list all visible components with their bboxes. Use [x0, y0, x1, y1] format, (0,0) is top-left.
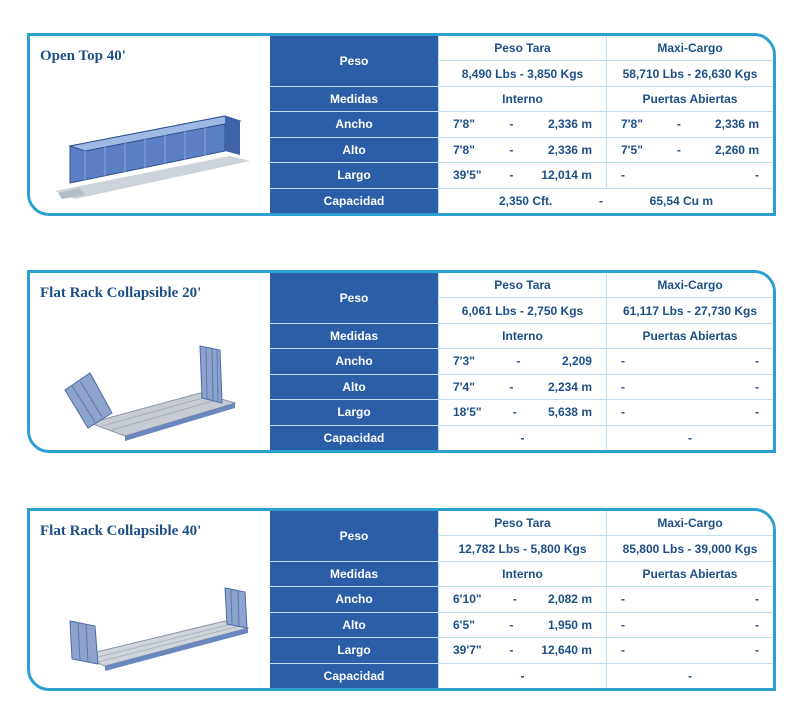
- puertas-abiertas-header: Puertas Abiertas: [607, 324, 773, 348]
- ancho-label: Ancho: [270, 349, 438, 373]
- alto-label: Alto: [270, 613, 438, 637]
- peso-tara-header: Peso Tara: [439, 36, 606, 60]
- capacidad-value: 2,350 Cft. - 65,54 Cu m: [439, 189, 773, 213]
- largo-puertas: [607, 638, 773, 662]
- largo-interno-metric: 5,638 m: [547, 405, 592, 420]
- ancho-interno-imperial: 6'10": [453, 592, 482, 607]
- maxi-cargo-value: 61,117 Lbs - 27,730 Kgs: [607, 298, 773, 322]
- card-left-panel: [30, 511, 270, 688]
- alto-label: Alto: [270, 375, 438, 399]
- ancho-label: Ancho: [270, 587, 438, 611]
- container-card-flat-rack-20: [27, 270, 776, 453]
- alto-label: Alto: [270, 138, 438, 162]
- peso-tara-header: Peso Tara: [439, 511, 606, 535]
- capacidad-label: Capacidad: [270, 664, 438, 688]
- ancho-puertas-imperial: -: [621, 592, 625, 607]
- alto-interno-imperial: 7'4": [453, 379, 475, 394]
- ancho-interno: [439, 112, 606, 136]
- flat-rack-20-container-icon: [50, 328, 255, 443]
- alto-puertas-imperial: 7'5": [621, 142, 643, 157]
- flat-rack-40-container-icon: [50, 566, 255, 681]
- ancho-label: Ancho: [270, 112, 438, 136]
- puertas-abiertas-header: Puertas Abiertas: [607, 87, 773, 111]
- interno-header: Interno: [439, 562, 606, 586]
- ancho-puertas: [607, 587, 773, 611]
- capacidad-label: Capacidad: [270, 426, 438, 450]
- alto-interno: [439, 375, 606, 399]
- separator: -: [509, 379, 514, 394]
- peso-label: Peso: [270, 273, 438, 323]
- largo-interno-imperial: 39'7": [453, 643, 482, 658]
- card-left-panel: [30, 273, 270, 450]
- alto-interno-metric: 2,336 m: [547, 142, 592, 157]
- alto-puertas: [607, 613, 773, 637]
- card-title: Flat Rack Collapsible 40': [40, 523, 202, 539]
- maxi-cargo-value: 58,710 Lbs - 26,630 Kgs: [607, 61, 773, 85]
- alto-interno: [439, 613, 606, 637]
- ancho-interno-metric: 2,082 m: [547, 592, 592, 607]
- ancho-puertas: [607, 349, 773, 373]
- ancho-interno: [439, 349, 606, 373]
- largo-puertas: [607, 400, 773, 424]
- maxi-cargo-header: Maxi-Cargo: [607, 273, 773, 297]
- capacidad-label: Capacidad: [270, 189, 438, 213]
- container-card-open-top-40: [27, 33, 776, 216]
- open-top-container-icon: [50, 91, 255, 206]
- ancho-interno-imperial: 7'8": [453, 117, 475, 132]
- alto-puertas: [607, 375, 773, 399]
- largo-puertas-imperial: -: [621, 405, 625, 420]
- largo-interno: [439, 400, 606, 424]
- ancho-interno-metric: 2,336 m: [547, 117, 592, 132]
- alto-puertas-metric: 2,260 m: [714, 142, 759, 157]
- alto-interno-imperial: 7'8": [453, 142, 475, 157]
- alto-puertas-metric: -: [755, 379, 759, 394]
- spec-table: [270, 511, 773, 688]
- largo-interno-imperial: 18'5": [453, 405, 482, 420]
- maxi-cargo-header: Maxi-Cargo: [607, 36, 773, 60]
- peso-label: Peso: [270, 36, 438, 86]
- ancho-interno-metric: 2,209: [561, 354, 592, 369]
- separator: -: [676, 142, 681, 157]
- separator: -: [516, 354, 521, 369]
- medidas-label: Medidas: [270, 87, 438, 111]
- alto-puertas-imperial: -: [621, 379, 625, 394]
- container-card-flat-rack-40: [27, 508, 776, 691]
- peso-label: Peso: [270, 511, 438, 561]
- interno-header: Interno: [439, 324, 606, 348]
- ancho-puertas: [607, 112, 773, 136]
- largo-puertas-imperial: -: [621, 643, 625, 658]
- separator: -: [509, 643, 514, 658]
- largo-interno: [439, 638, 606, 662]
- capacidad-puertas: -: [607, 426, 773, 450]
- separator: -: [509, 617, 514, 632]
- card-title: Open Top 40': [40, 48, 126, 64]
- largo-puertas-imperial: -: [621, 168, 625, 183]
- largo-interno-metric: 12,640 m: [541, 643, 592, 658]
- separator: -: [509, 168, 514, 183]
- ancho-puertas-imperial: 7'8": [621, 117, 643, 132]
- peso-tara-value: 12,782 Lbs - 5,800 Kgs: [439, 536, 606, 560]
- ancho-interno: [439, 587, 606, 611]
- largo-puertas-metric: -: [755, 405, 759, 420]
- ancho-puertas-metric: -: [755, 354, 759, 369]
- ancho-puertas-metric: -: [755, 592, 759, 607]
- puertas-abiertas-header: Puertas Abiertas: [607, 562, 773, 586]
- interno-header: Interno: [439, 87, 606, 111]
- peso-tara-value: 6,061 Lbs - 2,750 Kgs: [439, 298, 606, 322]
- largo-label: Largo: [270, 638, 438, 662]
- peso-tara-value: 8,490 Lbs - 3,850 Kgs: [439, 61, 606, 85]
- spec-table: [270, 273, 773, 450]
- ancho-puertas-metric: 2,336 m: [714, 117, 759, 132]
- largo-label: Largo: [270, 163, 438, 187]
- largo-interno-imperial: 39'5": [453, 168, 482, 183]
- card-title: Flat Rack Collapsible 20': [40, 285, 202, 301]
- capacidad-puertas: -: [607, 664, 773, 688]
- largo-interno-metric: 12,014 m: [541, 168, 592, 183]
- peso-tara-header: Peso Tara: [439, 273, 606, 297]
- largo-interno: [439, 163, 606, 187]
- largo-puertas-metric: -: [755, 168, 759, 183]
- alto-puertas-metric: -: [755, 617, 759, 632]
- maxi-cargo-value: 85,800 Lbs - 39,000 Kgs: [607, 536, 773, 560]
- separator: -: [676, 117, 681, 132]
- spec-table: [270, 36, 773, 213]
- card-left-panel: [30, 36, 270, 213]
- separator: -: [512, 592, 517, 607]
- ancho-interno-imperial: 7'3": [453, 354, 475, 369]
- alto-puertas-imperial: -: [621, 617, 625, 632]
- ancho-puertas-imperial: -: [621, 354, 625, 369]
- alto-interno-metric: 1,950 m: [547, 617, 592, 632]
- separator: -: [512, 405, 517, 420]
- medidas-label: Medidas: [270, 324, 438, 348]
- separator: -: [509, 142, 514, 157]
- alto-puertas: [607, 138, 773, 162]
- alto-interno-imperial: 6'5": [453, 617, 475, 632]
- capacidad-interno: -: [439, 426, 606, 450]
- maxi-cargo-header: Maxi-Cargo: [607, 511, 773, 535]
- medidas-label: Medidas: [270, 562, 438, 586]
- alto-interno-metric: 2,234 m: [547, 379, 592, 394]
- separator: -: [509, 117, 514, 132]
- largo-label: Largo: [270, 400, 438, 424]
- largo-puertas: [607, 163, 773, 187]
- capacidad-interno: -: [439, 664, 606, 688]
- largo-puertas-metric: -: [755, 643, 759, 658]
- alto-interno: [439, 138, 606, 162]
